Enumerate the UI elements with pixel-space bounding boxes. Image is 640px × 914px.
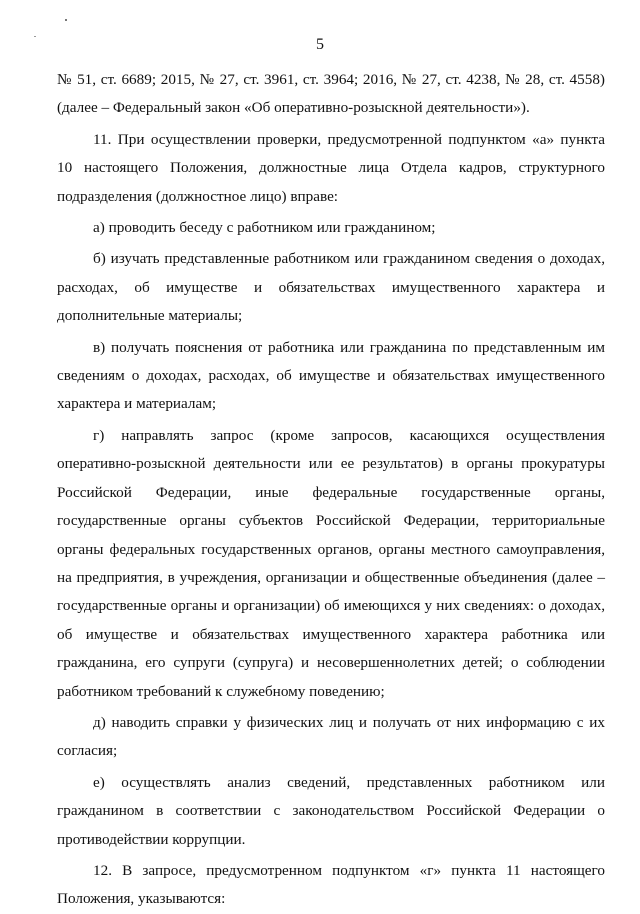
paragraph-item-11: 11. При осуществлении проверки, предусмотренной подпунктом «а» пункта 10 настоящего Положения, должностные лица Отдела кадров, структурного подразделения (должностное лицо) вправе: — [57, 130, 605, 205]
paragraph-subitem-e: е) осуществлять анализ сведений, представленных работником или гражданином в соответствии с законодательством Российской Федерации о противодействии коррупции. — [57, 773, 605, 848]
paragraph-subitem-d: д) наводить справки у физических лиц и получать от них информацию с их согласия; — [57, 713, 605, 760]
document-body — [57, 66, 605, 914]
paragraph-subitem-g: г) направлять запрос (кроме запросов, касающихся осуществления оперативно-розыскной деятельности или ее результатов) в органы прокуратуры Российской Федерации, иные федеральные государственные органы, государственные органы субъектов Российской Федерации, территориальные органы федеральных государственных органов, органы местного самоуправления, на предприятия, в учреждения, организации и общественные объединения (далее – государственные органы и организации) об имеющихся у них сведениях: о доходах, об имуществе и обязательствах имущественного характера работника или гражданина, его супруги (супруга) и несовершеннолетних детей; о соблюдении работником требований к служебному поведению; — [57, 426, 605, 700]
scan-speck — [65, 19, 67, 21]
paragraph-item-12: 12. В запросе, предусмотренном подпунктом «г» пункта 11 настоящего Положения, указываются: — [57, 861, 605, 908]
paragraph-subitem-v: в) получать пояснения от работника или гражданина по представленным им сведениям о доходах, расходах, об имуществе и обязательствах имущественного характера и материалам; — [57, 338, 605, 413]
page-number: 5 — [316, 36, 324, 53]
paragraph-subitem-a: а) проводить беседу с работником или гражданином; — [93, 219, 436, 237]
paragraph-citation-continuation: № 51, ст. 6689; 2015, № 27, ст. 3961, ст. 3964; 2016, № 27, ст. 4238, № 28, ст. 4558) (далее – Федеральный закон «Об оперативно-розыскной деятельности»). — [57, 71, 605, 117]
paragraph-subitem-b: б) изучать представленные работником или гражданином сведения о доходах, расходах, об имуществе и обязательствах имущественного характера и дополнительные материалы; — [57, 250, 605, 325]
